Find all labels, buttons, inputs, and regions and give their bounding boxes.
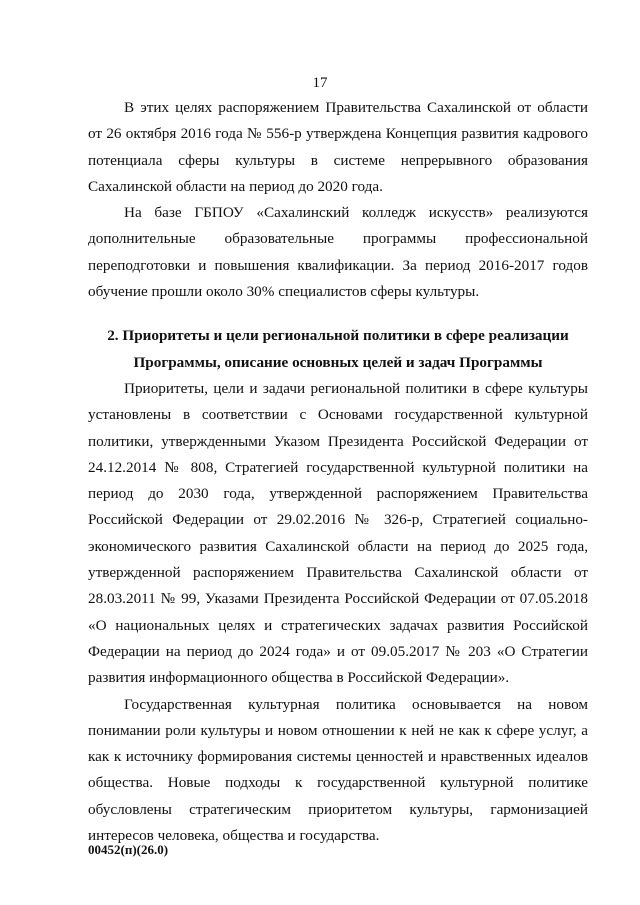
section-heading-line-1: 2. Приоритеты и цели региональной политики в сфере реализации — [107, 327, 569, 345]
paragraph-priorities: Приоритеты, цели и задачи региональной политики в сфере культуры установлены в соответствии с Основами государственной культурной политики, утвержденными Указом Президента Российской Федерации от 24.12.2014 № 808, Стратегией государственной культурной политики на период до 2030 года, утвержденной распоряжением Правительства Российской Федерации от 29.02.2016 № 326-р, Стратегией социально-экономического развития Сахалинской области на период до 2025 года, утвержденной распоряжением Правительства Сахалинской области от 28.03.2011 № 99, Указами Президента Российской Федерации от 07.05.2018 «О национальных целях и стратегических задачах развития Российской Федерации на период до 2024 года» и от 09.05.2017 № 203 «О Стратегии развития информационного общества в Российской Федерации». — [88, 379, 588, 687]
paragraph-college: На базе ГБПОУ «Сахалинский колледж искусств» реализуются дополнительные образовательные программы профессиональной переподготовки и повышения квалификации. За период 2016-2017 годов обучение прошли около 30% специалистов сферы культуры. — [88, 204, 588, 301]
document-code: 00452(п)(26.0) — [88, 842, 169, 857]
section-heading — [88, 323, 588, 376]
paragraph-cultural-policy: Государственная культурная политика основывается на новом понимании роли культуры и новом отношении к ней не как к сфере услуг, а как к источнику формирования системы ценностей и нравственных идеалов общества. Новые подходы к государственной культурной политике обусловлены стратегическим приоритетом культуры, гармонизацией интересов человека, общества и государства. — [88, 695, 588, 845]
section-heading-line-2: Программы, описание основных целей и задач Программы — [133, 353, 543, 371]
page-number: 17 — [312, 75, 328, 91]
document-body — [88, 95, 588, 849]
paragraph-concept: В этих целях распоряжением Правительства Сахалинской от области от 26 октября 2016 года № 556-р утверждена Концепция развития кадрового потенциала сферы культуры в системе непрерывного образования Сахалинской области на период до 2020 года. — [88, 99, 588, 195]
